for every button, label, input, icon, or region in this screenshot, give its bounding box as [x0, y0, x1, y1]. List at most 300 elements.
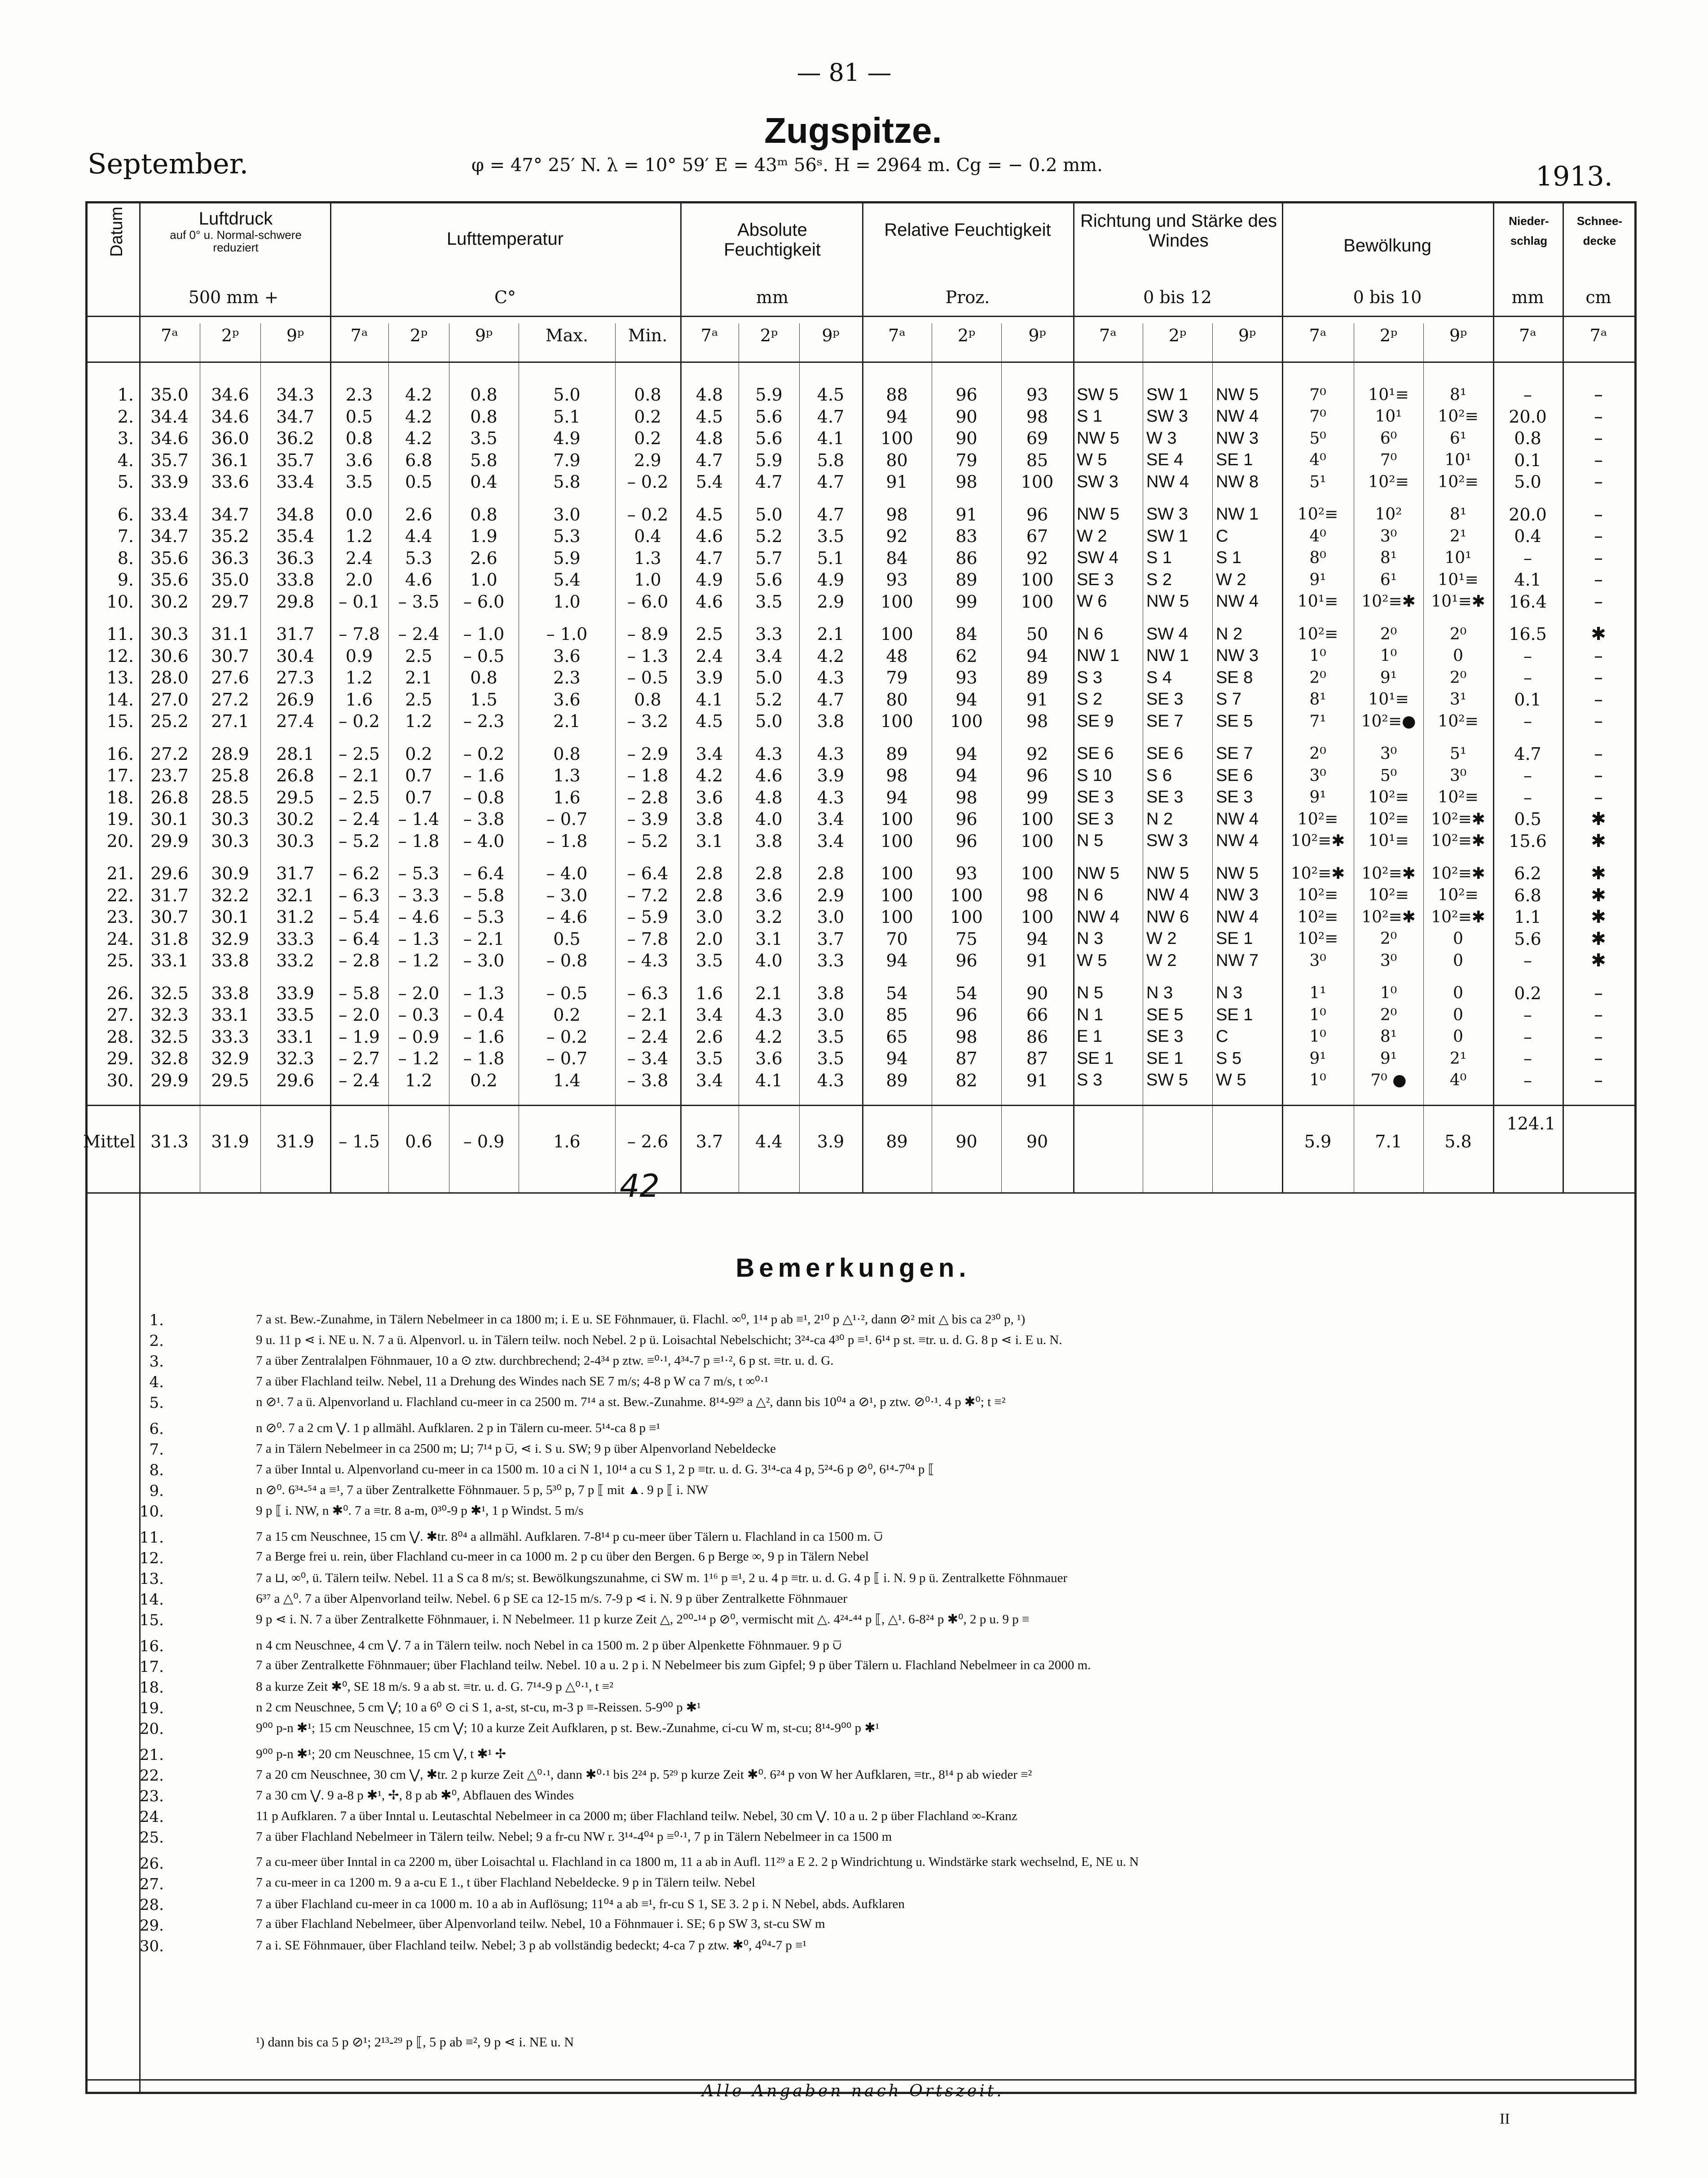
table-cell: 3.4 [755, 646, 783, 666]
table-cell: 26.8 [276, 766, 314, 786]
table-cell: NW 8 [1216, 472, 1259, 491]
table-cell: 3.0 [817, 907, 845, 927]
table-cell: SE 4 [1146, 450, 1184, 470]
table-cell: – 6.3 [339, 885, 380, 905]
table-cell: S 1 [1077, 407, 1103, 426]
table-cell: 3.6 [345, 450, 373, 470]
table-cell: 10¹≡✱ [1431, 592, 1485, 611]
unit-wind: 0 bis 12 [1143, 287, 1212, 307]
table-cell: SE 3 [1216, 788, 1253, 807]
table-cell: 5.3 [553, 526, 581, 547]
unit-snow: cm [1585, 287, 1611, 307]
table-cell: 3⁰ [1380, 951, 1397, 970]
remark-day: 23. [139, 1787, 164, 1805]
sub-r9: 9ᵖ [1028, 326, 1046, 345]
table-cell: 84 [955, 624, 977, 644]
remark-day: 16. [139, 1637, 164, 1655]
remark-day: 30. [139, 1937, 164, 1955]
table-cell: 3⁰ [1309, 951, 1326, 970]
table-row [85, 1026, 1634, 1048]
table-cell: 2.5 [405, 689, 432, 710]
remark-text: 7 a ⊔, ∞⁰, ü. Tälern teilw. Nebel. 11 a S ca 8 m/s; st. Bewölkungszunahme, ci SW m. 1¹⁶ p ≡¹, 2 u. 4 p ≡tr. u. d. G. 4 p ⟦ i. N. 9 p ü. Zentralkette Föhnmauer [256, 1571, 1068, 1585]
table-cell: 5.8 [470, 450, 497, 470]
table-cell: 34.7 [150, 526, 189, 547]
remark-day: 9. [149, 1482, 164, 1500]
table-cell: 8¹ [1309, 690, 1326, 709]
table-cell: 5⁰ [1380, 766, 1397, 785]
remark-text: 9 p ⋖ i. N. 7 a über Zentralkette Föhnmauer, i. N Nebelmeer. 11 p kurze Zeit △, 2⁰⁰-¹⁴ p ⊘⁰, vermischt mit △. 4²⁴-⁴⁴ p ⟦, △¹. 6-8²⁴ p ✱⁰, 2 p u. 9 p ≡ [256, 1612, 1030, 1627]
table-cell: – 2.5 [339, 744, 380, 764]
table-cell: – [1594, 787, 1603, 808]
table-row [85, 547, 1634, 569]
table-cell: 4.1 [817, 428, 845, 449]
table-cell: 0.2 [405, 744, 432, 764]
table-cell: 4.3 [817, 668, 845, 688]
table-cell: – 1.8 [463, 1049, 505, 1069]
remark-day: 6. [149, 1420, 164, 1438]
table-cell: SE 1 [1216, 929, 1253, 948]
table-cell: 0.2 [634, 428, 661, 449]
table-cell: – 2.8 [339, 951, 380, 971]
table-cell: 8¹ [1380, 549, 1397, 568]
remark-text: 7 a cu-meer in ca 1200 m. 9 a a-cu E 1., t über Flachland Nebeldecke. 9 p in Tälern teilw. Nebel [256, 1875, 756, 1890]
table-cell: 27.6 [211, 668, 249, 688]
table-cell: 34.6 [211, 406, 249, 427]
header-luftdruck [148, 209, 323, 254]
table-cell: NW 6 [1146, 907, 1189, 926]
table-cell: 94 [955, 766, 977, 786]
table-cell: – [1594, 428, 1603, 449]
table-cell: 10²≡ [1438, 886, 1479, 905]
table-cell: 4.3 [817, 1070, 845, 1090]
table-cell: 2⁰ [1309, 745, 1326, 763]
table-cell: E 1 [1077, 1027, 1103, 1046]
sub-c2: 2ᵖ [1379, 326, 1398, 345]
table-cell: 0.4 [634, 526, 661, 547]
table-cell: – [1594, 667, 1603, 688]
table-cell: 27.3 [276, 668, 314, 688]
table-cell: 91 [1026, 951, 1048, 971]
table-cell: 7⁰ [1380, 451, 1397, 470]
table-cell: 94 [886, 1049, 908, 1069]
table-cell: 2.8 [696, 864, 723, 884]
table-cell: 3.6 [696, 787, 723, 807]
date-cell: 25. [106, 951, 134, 971]
table-cell: – 3.0 [546, 885, 588, 905]
table-cell: – 3.3 [398, 885, 440, 905]
date-cell: 14. [106, 689, 134, 710]
table-cell: 10²≡✱ [1290, 832, 1345, 851]
remark-day: 17. [139, 1658, 164, 1676]
sub-t7: 7ᵃ [350, 326, 368, 345]
table-cell: S 1 [1146, 548, 1172, 568]
table-cell: W 5 [1216, 1071, 1246, 1090]
table-cell: 29.6 [276, 1070, 314, 1090]
table-cell: 3.4 [696, 1070, 723, 1090]
table-cell: 3.5 [817, 526, 845, 547]
table-cell: – [1523, 1027, 1532, 1047]
table-cell: – [1594, 689, 1603, 710]
table-cell: 0.4 [1514, 526, 1541, 547]
table-cell: 94 [955, 744, 977, 764]
table-cell: 30.2 [150, 591, 189, 612]
table-cell: 33.1 [276, 1027, 314, 1047]
table-cell: 98 [886, 766, 908, 786]
date-cell: 12. [106, 646, 134, 666]
table-cell: 4.5 [817, 385, 845, 405]
table-cell: 0.0 [345, 504, 373, 525]
table-cell: 100 [1021, 472, 1054, 492]
table-cell: 4.4 [405, 526, 432, 547]
table-cell: 5.9 [755, 450, 783, 470]
table-cell: 70 [886, 929, 908, 949]
unit-rel-humidity: Proz. [945, 287, 990, 307]
table-cell: – 2.4 [398, 624, 440, 644]
remark-text: 9 u. 11 p ⋖ i. NE u. N. 7 a ü. Alpenvorl. u. in Tälern teilw. noch Nebel. 2 p ü. Loisachtal Nebelschicht; 3²⁴-ca 4³⁰ p ≡¹. 6¹⁴ p st. ≡tr. u. d. G. 8 p ⋖ i. E u. N. [256, 1333, 1062, 1347]
table-cell: 86 [1026, 1027, 1048, 1047]
table-cell: S 2 [1146, 570, 1172, 589]
table-cell: 9¹ [1309, 570, 1326, 589]
table-cell: 1.0 [553, 591, 581, 612]
sub-s7: 7ᵃ [1589, 326, 1607, 345]
table-cell: SW 3 [1146, 407, 1188, 426]
table-cell: 3.5 [470, 428, 497, 449]
table-cell: – 2.5 [339, 787, 380, 807]
table-cell: 5.0 [755, 668, 783, 688]
sub-c9: 9ᵖ [1449, 326, 1467, 345]
row-gap [85, 613, 1634, 623]
table-cell: – 0.5 [546, 983, 588, 1003]
remark-day: 10. [139, 1503, 164, 1521]
table-cell: 33.2 [276, 951, 314, 971]
table-cell: 10²≡ [1368, 886, 1409, 905]
remark-text: 7 a über Flachland Nebelmeer in Tälern teilw. Nebel; 9 a fr-cu NW r. 3¹⁴-4⁰⁴ p ≡⁰·¹, 7 p in Tälern Nebelmeer in ca 1500 m [256, 1830, 892, 1844]
table-cell: 100 [880, 864, 913, 884]
date-cell: 9. [117, 570, 134, 590]
table-cell: 5.0 [553, 385, 581, 405]
table-cell: 5.9 [553, 548, 581, 568]
table-cell: NW 7 [1216, 951, 1259, 970]
remark-text: 6³⁷ a △⁰. 7 a über Alpenvorland teilw. Nebel. 6 p SE ca 12-15 m/s. 7-9 p ⋖ i. N. 9 p über Zentralkette Föhnmauer [256, 1592, 848, 1606]
table-cell: 100 [880, 907, 913, 927]
table-cell: 3.4 [817, 809, 845, 829]
sub-a7: 7ᵃ [700, 326, 718, 345]
table-cell: 35.4 [276, 526, 314, 547]
table-cell: 1.3 [553, 766, 581, 786]
header-wind: Richtung und Stärke des Windes [1080, 211, 1277, 251]
table-cell: – 1.4 [398, 809, 440, 829]
table-cell: 34.7 [276, 406, 314, 427]
table-cell: 0.2 [634, 406, 661, 427]
table-cell: 4.3 [755, 1005, 783, 1025]
table-cell: 7¹ [1309, 712, 1326, 731]
table-cell: – 0.2 [339, 711, 380, 732]
table-cell: W 3 [1146, 428, 1177, 448]
remark-day: 28. [139, 1896, 164, 1914]
table-cell: 5.7 [755, 548, 783, 568]
table-cell: 5.6 [755, 570, 783, 590]
table-cell: 0.2 [1514, 983, 1541, 1003]
table-cell: 0 [1453, 1027, 1463, 1046]
table-cell: 4.0 [755, 809, 783, 829]
table-cell: 1¹ [1309, 984, 1326, 1003]
table-cell: 4⁰ [1309, 527, 1326, 546]
row-gap [85, 732, 1634, 743]
table-cell: – 2.0 [339, 1005, 380, 1025]
table-cell: 6⁰ [1380, 429, 1397, 448]
table-cell: 93 [955, 668, 977, 688]
table-cell: 36.1 [211, 450, 249, 470]
table-cell: 4.9 [817, 570, 845, 590]
table-cell: 0.5 [553, 929, 581, 949]
table-cell: 99 [1026, 787, 1048, 807]
table-cell: SE 5 [1216, 711, 1253, 731]
row-gap [85, 972, 1634, 983]
table-cell: 4.1 [696, 689, 723, 710]
table-cell: 10¹≡ [1368, 832, 1409, 851]
table-cell: NW 4 [1146, 472, 1189, 491]
table-cell: 34.6 [150, 428, 189, 449]
table-cell: – [1594, 711, 1603, 732]
table-cell: – 1.3 [627, 646, 669, 666]
table-cell: 31.1 [211, 624, 249, 644]
table-cell: – [1523, 711, 1532, 732]
table-cell: 9¹ [1380, 1049, 1397, 1068]
table-cell: 33.3 [211, 1027, 249, 1047]
table-cell: SE 5 [1146, 1005, 1184, 1024]
remark-day: 1. [149, 1311, 164, 1329]
table-cell: 94 [886, 787, 908, 807]
table-cell: 8⁰ [1309, 549, 1326, 568]
table-cell: 62 [955, 646, 977, 666]
table-cell: 10¹≡ [1368, 385, 1409, 404]
table-cell: – [1594, 743, 1603, 764]
table-cell: 99 [955, 591, 977, 612]
table-cell: 5.9 [755, 385, 783, 405]
table-cell: 1.6 [553, 787, 581, 807]
table-cell: 6.2 [1514, 864, 1541, 884]
table-cell: 7.9 [553, 450, 581, 470]
table-cell: 0.5 [1514, 809, 1541, 829]
row-gap [85, 852, 1634, 863]
table-cell: 3.8 [696, 809, 723, 829]
table-cell: 100 [880, 428, 913, 449]
table-cell: 4.0 [755, 951, 783, 971]
remark-text: 7 a cu-meer über Inntal in ca 2200 m, über Loisachtal u. Flachland in ca 1800 m, 11 a ab in Aufl. 11²⁹ a E 2. 2 p Windrichtung u. Windstärke stark wechselnd, E, NE u. N [256, 1855, 1139, 1869]
table-cell: SE 6 [1077, 744, 1114, 763]
remark-text: 11 p Aufklaren. 7 a über Inntal u. Leutaschtal Nebelmeer in ca 2000 m; über Flachland teilw. Nebel, 30 cm ⋁. 10 a u. 2 p über Flachland ∞-Kranz [256, 1809, 1017, 1823]
table-cell: 100 [1021, 831, 1054, 851]
table-cell: 4.7 [817, 406, 845, 427]
table-cell: 94 [886, 406, 908, 427]
table-cell: 32.1 [276, 885, 314, 905]
table-cell: 2.8 [696, 885, 723, 905]
table-cell: 20.0 [1509, 504, 1547, 525]
table-cell: 10²≡ [1438, 407, 1479, 426]
table-cell: 27.4 [276, 711, 314, 732]
table-cell: SE 6 [1146, 744, 1184, 763]
table-cell: 5.0 [755, 504, 783, 525]
table-cell: 1⁰ [1309, 1005, 1326, 1024]
table-cell: 5.8 [553, 472, 581, 492]
table-cell: 3.5 [817, 1049, 845, 1069]
remark-text: n 2 cm Neuschnee, 5 cm ⋁; 10 a 6⁰ ⊙ ci S 1, a-st, st-cu, m-3 p ≡-Reissen. 5-9⁰⁰ p ✱¹ [256, 1700, 701, 1715]
table-cell: SE 1 [1077, 1049, 1114, 1068]
unit-precip: mm [1511, 287, 1544, 307]
table-cell: 1⁰ [1309, 1071, 1326, 1090]
table-cell: 1.2 [345, 668, 373, 688]
table-cell: 87 [955, 1049, 977, 1069]
table-cell: 2.3 [345, 385, 373, 405]
table-cell: 6¹ [1380, 570, 1397, 589]
table-cell: NW 4 [1216, 907, 1259, 926]
table-cell: – 6.3 [627, 983, 669, 1003]
table-cell: NW 3 [1216, 886, 1259, 905]
table-cell: 0.8 [1514, 428, 1541, 449]
table-row [85, 623, 1634, 645]
table-cell: 0.8 [345, 428, 373, 449]
table-cell: 27.0 [150, 689, 189, 710]
row-gap-cell [85, 972, 1634, 983]
table-cell: 5.3 [405, 548, 432, 568]
table-cell: 2.4 [345, 548, 373, 568]
table-cell: 96 [955, 951, 977, 971]
table-cell: 4.5 [696, 504, 723, 525]
date-cell: 17. [106, 766, 134, 786]
table-cell: SE 8 [1216, 668, 1253, 687]
subheader-divider [85, 362, 1637, 363]
table-cell: 92 [886, 526, 908, 547]
table-cell: 5¹ [1449, 745, 1467, 763]
table-cell: – 2.9 [627, 744, 669, 764]
table-cell: 84 [886, 548, 908, 568]
table-cell: – 3.5 [398, 591, 440, 612]
table-row [85, 667, 1634, 689]
table-row [85, 808, 1634, 830]
sub-max: Max. [545, 326, 589, 345]
table-cell: 4.6 [696, 591, 723, 612]
table-cell: 0.8 [470, 385, 497, 405]
table-cell: 2.5 [696, 624, 723, 644]
table-cell: 33.5 [276, 1005, 314, 1025]
table-cell: – [1523, 1049, 1532, 1069]
table-cell: 0 [1453, 930, 1463, 948]
table-cell: S 4 [1146, 668, 1172, 687]
remark-text: n ⊘⁰. 7 a 2 cm ⋁. 1 p allmähl. Aufklaren. 2 p in Tälern cu-meer. 5¹⁴-ca 8 p ≡¹ [256, 1421, 660, 1435]
table-cell: 3.8 [817, 983, 845, 1003]
table-cell: 90 [955, 406, 977, 427]
table-cell: 10¹≡ [1368, 690, 1409, 709]
table-cell: – [1594, 504, 1603, 525]
table-cell: 33.4 [276, 472, 314, 492]
table-cell: 10²≡✱ [1431, 908, 1485, 926]
table-row [85, 591, 1634, 613]
table-cell: 100 [1021, 809, 1054, 829]
table-cell: SE 1 [1146, 1049, 1184, 1068]
table-cell: – 0.4 [463, 1005, 505, 1025]
sub-p7: 7ᵃ [161, 326, 178, 345]
table-cell: N 1 [1077, 1005, 1104, 1024]
table-cell: 6.8 [1514, 885, 1541, 905]
header-abs-humidity: Absolute Feuchtigkeit [724, 220, 821, 260]
table-cell: 0.4 [470, 472, 497, 492]
sub-w2: 2ᵖ [1168, 326, 1187, 345]
table-cell: 2⁰ [1380, 1005, 1397, 1024]
table-cell: 98 [955, 787, 977, 807]
table-cell: 5.0 [755, 711, 783, 732]
table-cell: 4.3 [817, 744, 845, 764]
table-cell: 88 [886, 385, 908, 405]
table-cell: S 2 [1077, 690, 1103, 709]
table-cell: 3.6 [553, 689, 581, 710]
remark-text: 7 a 15 cm Neuschnee, 15 cm ⋁. ✱tr. 8⁰⁴ a allmähl. Aufklaren. 7-8¹⁴ p cu-meer über Tälern u. Flachland in ca 1500 m. ⩂ [256, 1530, 883, 1544]
table-cell: – [1523, 766, 1532, 786]
remark-day: 29. [139, 1917, 164, 1935]
table-cell: NW 5 [1216, 864, 1259, 883]
header-cloud: Bewölkung [1343, 236, 1431, 256]
mean-value: 31.9 [211, 1132, 249, 1151]
table-cell: 98 [1026, 711, 1048, 732]
table-cell: 4.3 [755, 744, 783, 764]
table-cell: 29.5 [276, 787, 314, 807]
table-cell: 0.8 [470, 504, 497, 525]
station-coordinates: φ = 47° 25′ N. λ = 10° 59′ E = 43ᵐ 56ˢ. H = 2964 m. Cg = − 0.2 mm. [471, 155, 1103, 176]
table-cell: 29.6 [150, 864, 189, 884]
table-cell: SW 3 [1077, 472, 1118, 491]
table-cell: W 2 [1077, 526, 1107, 546]
table-cell: 4.7 [1514, 744, 1541, 764]
table-cell: S 5 [1216, 1049, 1242, 1068]
table-cell: 35.7 [150, 450, 189, 470]
table-cell: 31.2 [276, 907, 314, 927]
table-row [85, 1070, 1634, 1092]
table-cell: 31.7 [276, 864, 314, 884]
table-cell: NW 4 [1216, 592, 1259, 611]
table-cell: ✱ [1591, 928, 1606, 949]
table-cell: 1.0 [470, 570, 497, 590]
remark-text: 7 a über Zentralalpen Föhnmauer, 10 a ⊙ ztw. durchbrechend; 2-4³⁴ p ztw. ≡⁰·¹, 4³⁴-7 p ≡¹·², 6 p st. ≡tr. u. d. G. [256, 1354, 834, 1368]
daily-data-table [85, 384, 1634, 1091]
table-cell: 1.2 [405, 711, 432, 732]
table-cell: 30.9 [211, 864, 249, 884]
table-cell: 94 [1026, 929, 1048, 949]
table-cell: 94 [955, 689, 977, 710]
table-cell: 89 [1026, 668, 1048, 688]
remark-text: 7 a 30 cm ⋁. 9 a-8 p ✱¹, ✢, 8 p ab ✱⁰, Abflauen des Windes [256, 1788, 574, 1803]
table-cell: 6¹ [1449, 429, 1467, 448]
table-cell: 0.8 [634, 689, 661, 710]
sub-t9: 9ᵖ [475, 326, 493, 345]
table-cell: 93 [955, 864, 977, 884]
table-cell: 48 [886, 646, 908, 666]
table-cell: 9¹ [1309, 1049, 1326, 1068]
table-cell: 3.6 [755, 885, 783, 905]
table-cell: 10²≡ [1297, 886, 1338, 905]
table-cell: SE 1 [1216, 450, 1253, 470]
table-cell: 32.3 [150, 1005, 189, 1025]
table-cell: 4.2 [696, 766, 723, 786]
table-cell: 4.2 [405, 385, 432, 405]
table-cell: 36.2 [276, 428, 314, 449]
table-row [85, 504, 1634, 526]
table-row [85, 384, 1634, 406]
header-datum: Datum [107, 207, 126, 257]
page-number: — 81 — [797, 58, 892, 87]
header-rel-humidity: Relative Feuchtigkeit [884, 220, 1051, 240]
table-cell: 92 [1026, 744, 1048, 764]
table-cell: – 2.1 [339, 766, 380, 786]
remark-text: n ⊘⁰. 6³⁴-⁵⁴ a ≡¹, 7 a über Zentralkette Föhnmauer. 5 p, 5³⁰ p, 7 p ⟦ mit ▲. 9 p ⟦ i. NW [256, 1483, 709, 1497]
